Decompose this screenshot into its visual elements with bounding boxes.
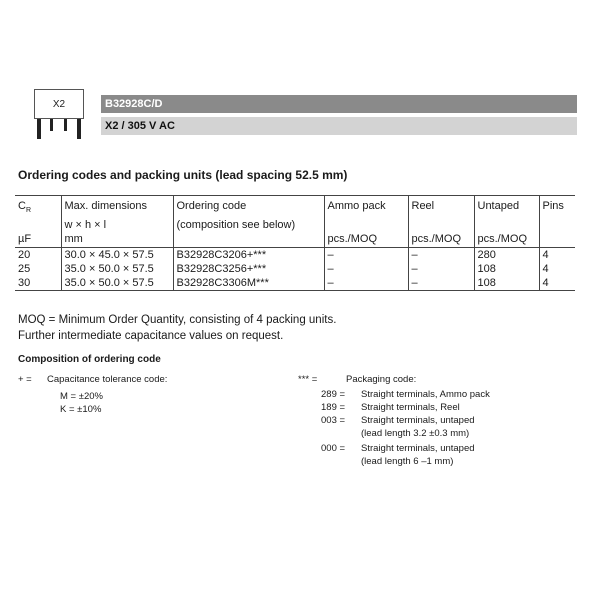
list-item: 003 = Straight terminals, untaped — [321, 415, 475, 426]
unit-reel: pcs./MOQ — [408, 232, 474, 248]
packaging-label: Packaging code: — [346, 374, 417, 385]
capacitor-label: X2 — [52, 99, 66, 110]
composition-title: Composition of ordering code — [18, 354, 161, 365]
unit-cr: µF — [18, 233, 32, 246]
capacitor-symbol-box — [34, 89, 84, 119]
table-row: 20 30.0 × 45.0 × 57.5 B32928C3206+*** – – 280 4 — [15, 248, 575, 263]
part-number-bar — [101, 95, 577, 113]
moq-note: MOQ = Minimum Order Quantity, consisting of 4 packing units. — [18, 314, 337, 326]
rating: X2 / 305 V AC — [105, 120, 175, 132]
section-title: Ordering codes and packing units (lead spacing 52.5 mm) — [18, 168, 348, 182]
header-cr: $C_R$ — [15, 196, 61, 219]
header-dims-2: w × h × l — [61, 218, 173, 232]
list-item: 000 = Straight terminals, untaped — [321, 443, 475, 454]
table-row: 30 35.0 × 50.0 × 57.5 B32928C3306M*** – – 108 4 — [15, 276, 575, 291]
table-row: 25 35.0 × 50.0 × 57.5 B32928C3256+*** – – 108 4 — [15, 262, 575, 276]
rating-bar — [101, 117, 577, 135]
list-item: 289 = Straight terminals, Ammo pack — [321, 389, 490, 400]
tolerance-key: + = — [18, 374, 32, 385]
header-untaped: Untaped — [474, 196, 539, 219]
header-reel: Reel — [408, 196, 474, 219]
tolerance-m: M = ±20% — [60, 391, 103, 402]
notes — [18, 312, 336, 344]
ordering-table — [15, 195, 575, 291]
tolerance-label: Capacitance tolerance code: — [47, 374, 168, 385]
list-item: (lead length 3.2 ±0.3 mm) — [361, 428, 470, 439]
tolerance-k: K = ±10% — [60, 404, 102, 415]
list-item: (lead length 6 –1 mm) — [361, 456, 454, 467]
table-header-row-2 — [15, 218, 575, 232]
unit-untaped: pcs./MOQ — [474, 232, 539, 248]
capacitor-leads-icon — [34, 119, 84, 141]
unit-dims: mm — [61, 232, 173, 248]
header-pins: Pins — [539, 196, 575, 219]
intermediate-note: Further intermediate capacitance values on request. — [18, 330, 284, 342]
packaging-key: *** = — [298, 374, 318, 385]
part-number: B32928C/D — [105, 98, 163, 110]
unit-ammo: pcs./MOQ — [324, 232, 408, 248]
header-code: Ordering code — [173, 196, 324, 219]
header-ammo: Ammo pack — [324, 196, 408, 219]
list-item: 189 = Straight terminals, Reel — [321, 402, 460, 413]
header-dims: Max. dimensions — [61, 196, 173, 219]
header-code-2: (composition see below) — [173, 218, 324, 232]
table-units-row — [15, 232, 575, 248]
table-header-row — [15, 196, 575, 219]
packaging-list — [321, 388, 490, 468]
